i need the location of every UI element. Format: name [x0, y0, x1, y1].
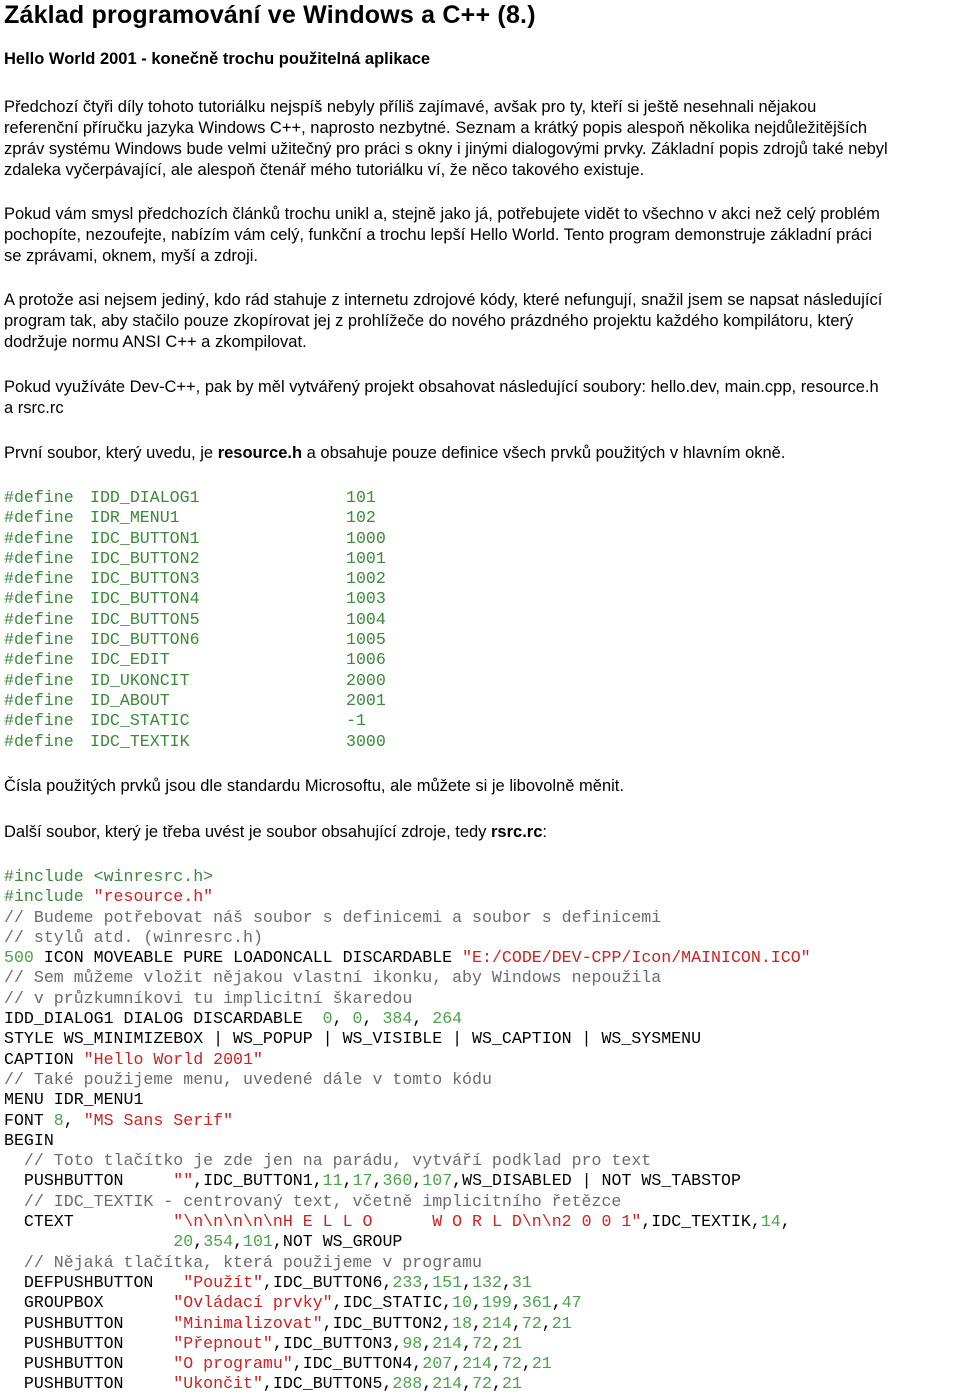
- code-token: ,: [422, 1333, 433, 1353]
- code-token: GROUPBOX: [4, 1293, 174, 1313]
- code-token: CTEXT: [4, 1212, 174, 1232]
- code-token: 132: [472, 1272, 502, 1292]
- code-token: ,: [780, 1212, 791, 1232]
- rc-code-line: [4, 1111, 811, 1131]
- define-keyword: #define: [4, 569, 74, 589]
- code-token: 361: [521, 1293, 552, 1313]
- rc-code-line: [4, 1090, 811, 1110]
- define-value: 2001: [346, 690, 386, 710]
- code-token: ,IDC_BUTTON2,: [322, 1313, 453, 1333]
- code-token: ,: [491, 1374, 502, 1394]
- code-token: ,WS_DISABLED | NOT WS_TABSTOP: [452, 1171, 741, 1191]
- rc-code-line: [4, 1029, 811, 1049]
- code-token: ICON MOVEABLE PURE LOADONCALL DISCARDABLE: [33, 948, 463, 968]
- paragraph-5: [4, 443, 960, 464]
- rc-code-line: [4, 1374, 811, 1394]
- code-token: "Minimalizovat": [173, 1313, 323, 1333]
- rc-code-line: [4, 1070, 811, 1090]
- code-token: "O programu": [173, 1354, 293, 1374]
- define-keyword: #define: [4, 630, 74, 650]
- code-token: ,: [551, 1293, 562, 1313]
- filename-rsrc-rc: rsrc.rc: [491, 823, 543, 841]
- code-token: STYLE WS_MINIMIZEBOX | WS_POPUP | WS_VISIBLE | WS_CAPTION | WS_SYSMENU: [4, 1029, 702, 1049]
- define-line: [4, 671, 386, 691]
- code-token: CAPTION: [4, 1049, 84, 1069]
- code-token: 500: [4, 948, 34, 968]
- define-keyword: #define: [4, 731, 74, 751]
- code-token: ,: [462, 1374, 473, 1394]
- define-line: [4, 630, 386, 650]
- define-keyword: #define: [4, 528, 74, 548]
- rc-code-line: [4, 1009, 811, 1029]
- code-token: "Použít": [183, 1272, 263, 1292]
- code-token: "": [173, 1171, 194, 1191]
- code-token: ,: [472, 1313, 483, 1333]
- resource-h-code-block: [4, 488, 386, 752]
- define-line: [4, 711, 386, 731]
- code-token: 207: [422, 1354, 453, 1374]
- code-token: "resource.h": [93, 887, 214, 907]
- rc-code-line: [4, 1212, 811, 1232]
- code-token: PUSHBUTTON: [4, 1374, 174, 1394]
- code-token: ,: [372, 1171, 383, 1191]
- intro-line: referenční příručku jazyka Windows C++, naprosto nezbytné. Seznam a krátký popis alespoň několika nejdůležitějších: [4, 119, 868, 137]
- define-keyword: #define: [4, 609, 74, 629]
- code-token: // Nějaká tlačítka, která použijeme v programu: [4, 1252, 482, 1272]
- code-token: #include: [4, 887, 94, 907]
- code-token: 214: [432, 1374, 463, 1394]
- rc-code-line: [4, 1050, 811, 1070]
- code-token: ,: [63, 1110, 84, 1130]
- paragraph-4: [4, 377, 960, 419]
- code-token: 11: [322, 1171, 343, 1191]
- intro-line: zpráv systému Windows bude velmi užitečný pro práci s okny i jinými dialogovými prvky. Základní popis zdrojů také nebyl: [4, 140, 888, 158]
- code-token: 8: [53, 1110, 64, 1130]
- code-token: "Přepnout": [173, 1333, 273, 1353]
- paragraph-line: program tak, aby stačilo pouze zkopírovat jej z prohlížeče do nového prázdného projektu každého kompilátoru, který: [4, 312, 854, 330]
- code-token: ,: [412, 1009, 433, 1029]
- define-name: IDC_EDIT: [90, 650, 170, 670]
- code-token: ,IDC_BUTTON3,: [272, 1333, 403, 1353]
- define-line: [4, 650, 386, 670]
- define-name: IDC_BUTTON1: [90, 528, 200, 548]
- code-token: DEFPUSHBUTTON: [4, 1272, 184, 1292]
- code-token: 18: [452, 1313, 473, 1333]
- code-token: // v průzkumníkovi tu implicitní škaredou: [4, 988, 413, 1008]
- rc-code-line: [4, 1253, 811, 1273]
- code-token: ,: [452, 1354, 463, 1374]
- code-token: 72: [501, 1354, 522, 1374]
- section-subtitle: Hello World 2001 - konečně trochu použitelná aplikace: [4, 50, 431, 68]
- code-token: 47: [561, 1293, 582, 1313]
- paragraph-line: [4, 443, 960, 464]
- code-token: 72: [521, 1313, 542, 1333]
- define-value: 1005: [346, 630, 386, 650]
- paragraph-line: [4, 822, 960, 843]
- paragraph-line: pochopíte, nezoufejte, nabízím vám celý, funkční a trochu lepší Hello World. Tento program demonstruje základní práci: [4, 226, 872, 244]
- code-token: ,IDC_STATIC,: [332, 1293, 453, 1313]
- code-token: 214: [462, 1354, 492, 1374]
- code-token: ,IDC_BUTTON1,: [193, 1171, 323, 1191]
- define-name: ID_ABOUT: [90, 690, 170, 710]
- code-token: ,IDC_TEXTIK,: [641, 1212, 761, 1232]
- code-token: // IDC_TEXTIK - centrovaný text, včetně implicitního řetězce: [4, 1191, 622, 1211]
- define-keyword: #define: [4, 711, 74, 731]
- code-token: "Ukončit": [173, 1374, 263, 1394]
- code-token: "E:/CODE/DEV-CPP/Icon/MAINICON.ICO": [462, 948, 811, 968]
- code-token: "MS Sans Serif": [83, 1110, 234, 1130]
- code-token: ,: [193, 1232, 204, 1252]
- define-name: IDR_MENU1: [90, 508, 180, 528]
- code-token: // Toto tlačítko je zde jen na parádu, vytváří podklad pro text: [4, 1151, 652, 1171]
- code-token: "Hello World 2001": [83, 1049, 263, 1069]
- rc-code-line: [4, 928, 811, 948]
- define-line: [4, 529, 386, 549]
- paragraph-text: První soubor, který uvedu, je: [4, 444, 218, 462]
- code-token: ,IDC_BUTTON5,: [262, 1374, 393, 1394]
- code-token: ,: [491, 1354, 502, 1374]
- code-token: 72: [472, 1374, 492, 1394]
- filename-resource-h: resource.h: [217, 444, 303, 462]
- define-value: 1004: [346, 609, 386, 629]
- intro-paragraph: [4, 97, 960, 181]
- code-token: 264: [432, 1009, 463, 1029]
- paragraph-line: se zprávami, oknem, myší a zdroji.: [4, 247, 258, 265]
- paragraph-7: [4, 822, 960, 843]
- define-name: IDC_BUTTON5: [90, 609, 200, 629]
- paragraph-text: :: [542, 823, 547, 841]
- rc-code-line: [4, 1151, 811, 1171]
- paragraph-6: [4, 776, 960, 797]
- code-token: ,NOT WS_GROUP: [272, 1232, 403, 1252]
- page-title: Základ programování ve Windows a C++ (8.): [4, 1, 536, 29]
- rc-code-line: [4, 1232, 811, 1252]
- code-token: ,: [511, 1313, 522, 1333]
- rc-code-line: [4, 1171, 811, 1191]
- code-token: // Budeme potřebovat náš soubor s definicemi a soubor s definicemi: [4, 907, 662, 927]
- define-name: IDC_STATIC: [90, 711, 190, 731]
- code-token: ,: [332, 1009, 353, 1029]
- code-token: ,: [501, 1272, 512, 1292]
- code-token: 21: [501, 1374, 522, 1394]
- define-line: [4, 589, 386, 609]
- code-token: 98: [402, 1333, 423, 1353]
- paragraph-text: Další soubor, který je třeba uvést je soubor obsahující zdroje, tedy: [4, 823, 492, 841]
- define-value: -1: [346, 711, 366, 731]
- code-token: 10: [452, 1293, 473, 1313]
- code-token: 354: [203, 1232, 234, 1252]
- rc-code-line: [4, 867, 811, 887]
- paragraph-line: dodržuje normu ANSI C++ a zkompilovat.: [4, 333, 307, 351]
- code-token: ,: [412, 1171, 423, 1191]
- code-token: ,: [462, 1333, 473, 1353]
- define-name: IDC_TEXTIK: [90, 731, 190, 751]
- rsrc-rc-code-block: [4, 867, 811, 1395]
- code-token: 199: [482, 1293, 512, 1313]
- code-token: 288: [392, 1374, 423, 1394]
- code-token: 21: [501, 1333, 522, 1353]
- rc-code-line: [4, 1273, 811, 1293]
- code-token: ,: [521, 1354, 532, 1374]
- define-keyword: #define: [4, 690, 74, 710]
- code-token: 384: [382, 1009, 413, 1029]
- intro-line: zdaleka vyčerpávající, ale alespoň čtenář mého tutoriálku ví, že něco takového existuje.: [4, 161, 645, 179]
- intro-line: Předchozí čtyři díly tohoto tutoriálku nejspíš nebyly příliš zajímavé, avšak pro ty, kteří si ještě nesehnali nějakou: [4, 98, 817, 116]
- code-token: BEGIN: [4, 1130, 54, 1150]
- define-keyword: #define: [4, 488, 74, 507]
- code-token: ,: [511, 1293, 522, 1313]
- rc-code-line: [4, 989, 811, 1009]
- define-name: ID_UKONCIT: [90, 670, 190, 690]
- code-token: ,: [233, 1232, 244, 1252]
- code-token: PUSHBUTTON: [4, 1333, 174, 1353]
- code-token: 72: [472, 1333, 492, 1353]
- define-name: IDC_BUTTON4: [90, 589, 200, 609]
- rc-code-line: [4, 968, 811, 988]
- define-value: 101: [346, 488, 376, 507]
- define-keyword: #define: [4, 548, 74, 568]
- code-token: 214: [432, 1333, 463, 1353]
- rc-code-line: [4, 1354, 811, 1374]
- code-token: "\n\n\n\n\nH E L L O W O R L D\n\n2 0 0 1": [173, 1212, 642, 1232]
- define-name: IDC_BUTTON2: [90, 548, 200, 568]
- code-token: ,: [492, 1333, 502, 1353]
- code-token: // Také použijeme menu, uvedené dále v tomto kódu: [4, 1069, 492, 1089]
- define-line: [4, 732, 386, 752]
- paragraph-line: A protože asi nejsem jediný, kdo rád stahuje z internetu zdrojové kódy, které nefungují, snažil jsem se napsat následující: [4, 291, 883, 309]
- code-token: ,: [342, 1171, 353, 1191]
- define-line: [4, 549, 386, 569]
- code-token: MENU IDR_MENU1: [4, 1090, 144, 1110]
- define-value: 1001: [346, 548, 386, 568]
- code-token: PUSHBUTTON: [4, 1313, 174, 1333]
- code-token: 20: [173, 1232, 194, 1252]
- code-token: ,: [422, 1272, 433, 1292]
- code-token: PUSHBUTTON: [4, 1171, 174, 1191]
- define-name: IDC_BUTTON3: [90, 569, 200, 589]
- code-token: ,: [472, 1293, 483, 1313]
- code-token: 0: [352, 1009, 363, 1029]
- code-token: [4, 1232, 173, 1251]
- paragraph-3: [4, 290, 960, 353]
- code-token: 101: [243, 1232, 273, 1252]
- paragraph-line: Pokud využíváte Dev-C++, pak by měl vytvářený projekt obsahovat následující soubory: hello.dev, main.cpp, resource.h: [4, 378, 879, 396]
- code-token: 214: [482, 1313, 512, 1333]
- define-value: 1002: [346, 569, 386, 589]
- paragraph-line: Čísla použitých prvků jsou dle standardu Microsoftu, ale můžete si je libovolně měnit.: [4, 777, 624, 795]
- paragraph-line: Pokud vám smysl předchozích článků trochu unikl a, stejně jako já, potřebujete vidět to všechno v akci než celý problém: [4, 205, 880, 223]
- define-name: IDC_BUTTON6: [90, 630, 200, 650]
- define-value: 1000: [346, 528, 386, 548]
- code-token: #include <winresrc.h>: [4, 867, 214, 886]
- code-token: ,IDC_BUTTON4,: [292, 1354, 423, 1374]
- define-name: IDD_DIALOG1: [90, 488, 200, 507]
- define-line: [4, 691, 386, 711]
- code-token: 17: [352, 1171, 373, 1191]
- paragraph-line: a rsrc.rc: [4, 399, 64, 417]
- define-line: [4, 610, 386, 630]
- rc-code-line: [4, 1293, 811, 1313]
- code-token: ,: [541, 1313, 552, 1333]
- code-token: 14: [760, 1212, 781, 1232]
- code-token: ,IDC_BUTTON6,: [262, 1272, 393, 1292]
- define-value: 2000: [346, 670, 386, 690]
- code-token: 21: [531, 1354, 552, 1374]
- code-token: 233: [392, 1272, 423, 1292]
- code-token: // stylů atd. (winresrc.h): [4, 927, 263, 947]
- define-value: 1006: [346, 650, 386, 670]
- code-token: // Sem můžeme vložit nějakou vlastní ikonku, aby Windows nepoužila: [4, 968, 662, 988]
- define-keyword: #define: [4, 589, 74, 609]
- rc-code-line: [4, 1334, 811, 1354]
- rc-code-line: [4, 887, 811, 907]
- rc-code-line: [4, 1131, 811, 1151]
- rc-code-line: [4, 948, 811, 968]
- define-keyword: #define: [4, 670, 74, 690]
- define-keyword: #define: [4, 650, 74, 670]
- define-value: 3000: [346, 731, 386, 751]
- code-token: 107: [422, 1171, 453, 1191]
- code-token: 31: [511, 1272, 532, 1292]
- code-token: 21: [551, 1313, 572, 1333]
- code-token: 151: [432, 1272, 463, 1292]
- code-token: IDD_DIALOG1 DIALOG DISCARDABLE: [4, 1009, 323, 1029]
- paragraph-text: a obsahuje pouze definice všech prvků použitých v hlavním okně.: [302, 444, 786, 462]
- define-line: [4, 569, 386, 589]
- rc-code-line: [4, 1314, 811, 1334]
- code-token: ,: [462, 1272, 473, 1292]
- code-token: PUSHBUTTON: [4, 1354, 174, 1374]
- code-token: ,: [422, 1374, 433, 1394]
- define-line: [4, 488, 386, 508]
- define-keyword: #define: [4, 508, 74, 528]
- code-token: 0: [322, 1009, 333, 1029]
- code-token: 360: [382, 1171, 413, 1191]
- code-token: FONT: [4, 1110, 54, 1130]
- code-token: ,: [362, 1009, 383, 1029]
- rc-code-line: [4, 1192, 811, 1212]
- define-value: 1003: [346, 589, 386, 609]
- code-token: "Ovládací prvky": [173, 1293, 333, 1313]
- define-line: [4, 508, 386, 528]
- paragraph-2: [4, 204, 960, 267]
- rc-code-line: [4, 908, 811, 928]
- define-value: 102: [346, 508, 376, 528]
